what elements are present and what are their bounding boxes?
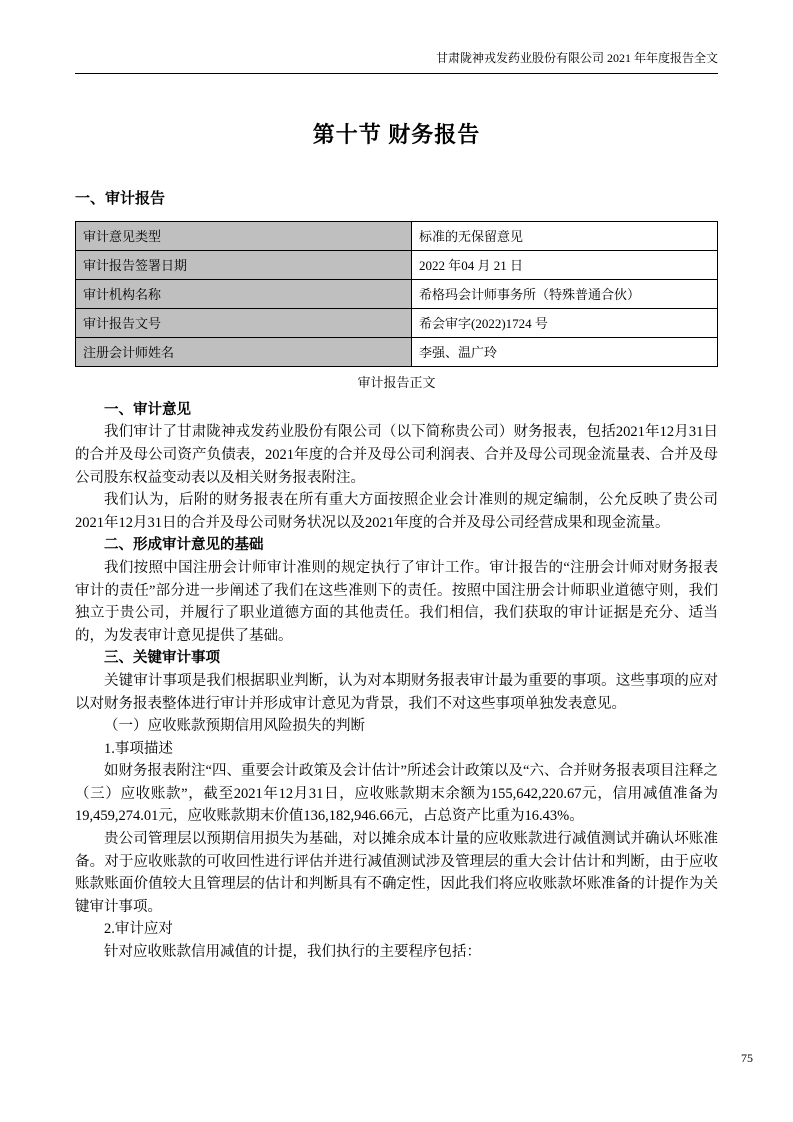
audit-info-table bbox=[75, 221, 718, 367]
audit-table-row bbox=[76, 308, 718, 337]
audit-body bbox=[75, 399, 718, 964]
body-paragraph: 针对应收账款信用减值的计提，我们执行的主要程序包括： bbox=[104, 944, 481, 961]
audit-table-label: 注册会计师姓名 bbox=[76, 337, 412, 366]
report-header-text: 甘肃陇神戎发药业股份有限公司 2021 年年度报告全文 bbox=[435, 51, 718, 65]
body-paragraph: （一）应收账款预期信用风险损失的判断 bbox=[104, 718, 365, 735]
audit-table-value: 李强、温广玲 bbox=[412, 337, 718, 366]
body-section-heading: 三、关键审计事项 bbox=[104, 650, 220, 667]
report-header bbox=[75, 0, 718, 74]
audit-table-label: 审计机构名称 bbox=[76, 279, 412, 308]
body-paragraph: 我们审计了甘肃陇神戎发药业股份有限公司（以下简称贵公司）财务报表，包括2021年12月31日的合并及母公司资产负债表，2021年度的合并及母公司利润表、合并及母公司现金流量表、合并及母公司股东权益变动表以及相关财务报表附注。 bbox=[75, 424, 718, 486]
body-paragraph: 关键审计事项是我们根据职业判断，认为对本期财务报表审计最为重要的事项。这些事项的应对以对财务报表整体进行审计并形成审计意见为背景，我们不对这些事项单独发表意见。 bbox=[75, 672, 718, 712]
body-paragraph: 我们按照中国注册会计师审计准则的规定执行了审计工作。审计报告的“注册会计师对财务报表审计的责任”部分进一步阐述了我们在这些准则下的责任。按照中国注册会计师职业道德守则，我们独立于贵公司，并履行了职业道德方面的其他责任。我们相信，我们获取的审计证据是充分、适当的，为发表审计意见提供了基础。 bbox=[75, 559, 718, 644]
audit-table-value: 2022 年04 月 21 日 bbox=[412, 250, 718, 279]
audit-report-caption: 审计报告正文 bbox=[357, 374, 436, 390]
audit-table-label: 审计报告签署日期 bbox=[76, 250, 412, 279]
audit-table-label: 审计意见类型 bbox=[76, 221, 412, 250]
audit-table-label: 审计报告文号 bbox=[76, 308, 412, 337]
body-paragraph: 如财务报表附注“四、重要会计政策及会计估计”所述会计政策以及“六、合并财务报表项目注释之（三）应收账款”，截至2021年12月31日，应收账款期末余额为155,642,220.67元，信用减值准备为19,459,274.01元，应收账款期末价值136,182,946.66元，占总资产比重为16.43%。 bbox=[75, 763, 718, 825]
body-paragraph: 贵公司管理层以预期信用损失为基础，对以摊余成本计量的应收账款进行减值测试并确认坏账准备。对于应收账款的可收回性进行评估并进行减值测试涉及管理层的重大会计估计和判断，由于应收账款账面价值较大且管理层的估计和判断具有不确定性，因此我们将应收账款坏账准备的计提作为关键审计事项。 bbox=[75, 831, 718, 915]
body-section-heading: 二、形成审计意见的基础 bbox=[104, 537, 264, 554]
audit-table-value: 希格玛会计师事务所（特殊普通合伙） bbox=[412, 279, 718, 308]
audit-table-row bbox=[76, 279, 718, 308]
audit-table-row bbox=[76, 250, 718, 279]
section-heading-audit-report: 一、审计报告 bbox=[75, 190, 166, 207]
audit-table-value: 标准的无保留意见 bbox=[412, 221, 718, 250]
audit-table-value: 希会审字(2022)1724 号 bbox=[412, 308, 718, 337]
body-section-heading: 一、审计意见 bbox=[104, 401, 191, 418]
body-paragraph: 我们认为，后附的财务报表在所有重大方面按照企业会计准则的规定编制，公允反映了贵公司2021年12月31日的合并及母公司财务状况以及2021年度的合并及母公司经营成果和现金流量。 bbox=[75, 492, 718, 531]
audit-table-row bbox=[76, 221, 718, 250]
page-number: 75 bbox=[741, 1051, 753, 1065]
audit-table-body bbox=[76, 221, 718, 366]
body-paragraph: 2.审计应对 bbox=[104, 921, 173, 938]
audit-table-row bbox=[76, 337, 718, 366]
page-title: 第十节 财务报告 bbox=[312, 121, 481, 147]
body-paragraph: 1.事项描述 bbox=[104, 740, 173, 757]
